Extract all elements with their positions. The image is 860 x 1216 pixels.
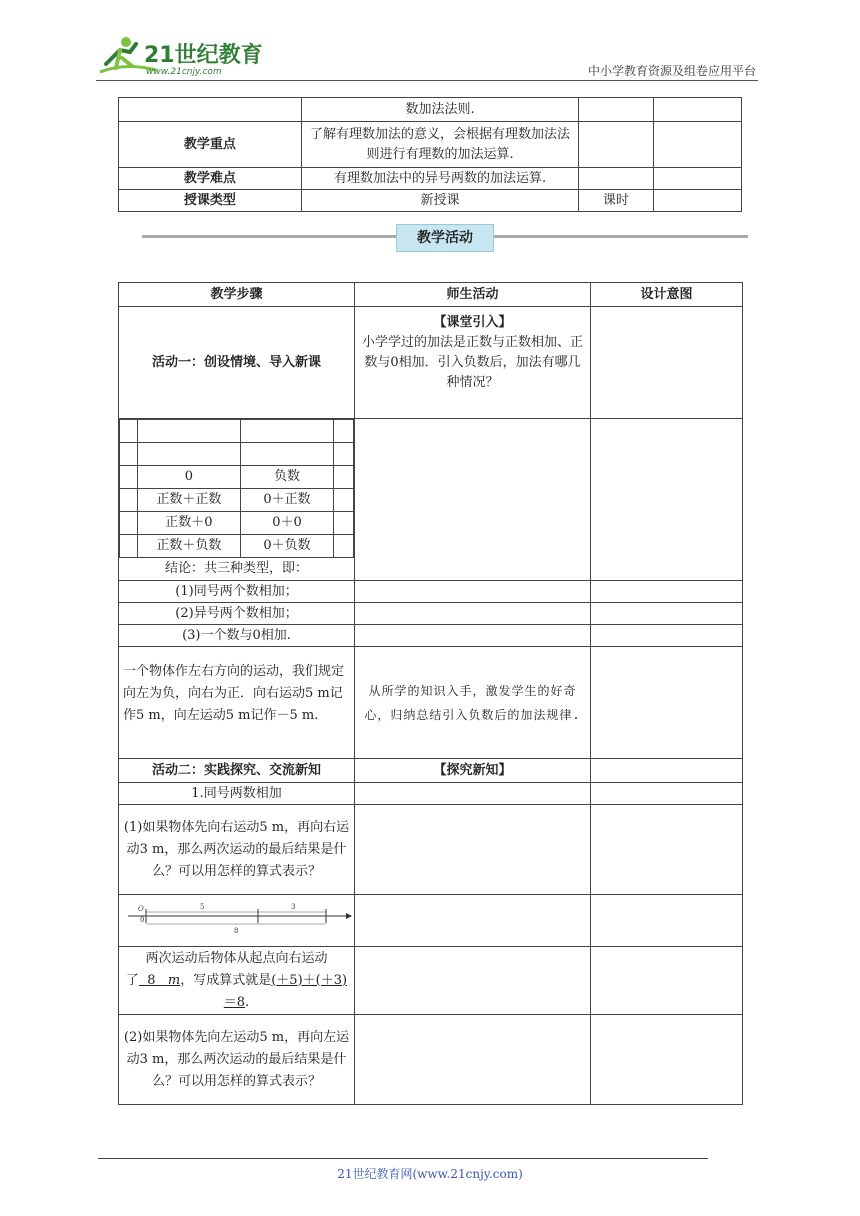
same-sign-title: 1.同号两数相加 [119, 783, 355, 805]
platform-title: 中小学教育资源及组卷应用平台 [587, 64, 756, 78]
logo-text: 21世纪教育 [144, 43, 263, 68]
type-same-sign: (1)同号两个数相加； [119, 581, 355, 603]
type-with-zero: (3)一个数与0相加. [119, 625, 355, 647]
difficulty-label: 教学难点 [119, 168, 302, 190]
numberline-cell [119, 895, 355, 947]
lesson-info-table [118, 97, 742, 212]
focus-label: 教学重点 [119, 122, 302, 168]
difficulty-text: 有理数加法中的异号两数的加法运算. [301, 168, 578, 190]
answer1-formula: (＋5)＋(＋3)＝8 [223, 972, 348, 1010]
section-banner: 教学活动 [396, 224, 494, 252]
type-opposite-sign: (2)异号两个数相加； [119, 603, 355, 625]
explore-head: 【探究新知】 [355, 759, 591, 783]
period-label: 课时 [579, 190, 653, 212]
case-cell: 正数＋正数 [137, 489, 240, 512]
intro-text: 小学学过的加法是正数与正数相加、正数与0相加．引入负数后，加法有哪几种情况？ [361, 334, 583, 390]
case-cell: 0＋0 [240, 512, 333, 535]
question1: (1)如果物体先向右运动5 m，再向右运动3 m，那么两次运动的最后结果是什么？可以用怎样的算式表示？ [119, 805, 355, 895]
case-cell: 正数＋负数 [137, 535, 240, 558]
type-label: 授课类型 [119, 190, 302, 212]
seg2-label: 3 [290, 903, 295, 911]
activity2-title: 活动二：实践探究、交流新知 [119, 759, 355, 783]
logo [96, 34, 266, 80]
header-divider [96, 80, 758, 81]
conclusion: 结论：共三种类型，即： [164, 561, 308, 576]
number-line [120, 895, 354, 939]
motion-text: 一个物体作左右方向的运动，我们规定向左为负，向右为正．向右运动5 m记作5 m，向左运动5 m记作－5 m. [119, 647, 355, 759]
case-cell: 0 [137, 466, 240, 489]
intro-cell [355, 307, 591, 419]
cases-table [119, 419, 354, 558]
type-value: 新授课 [301, 190, 578, 212]
header-intent: 设计意图 [591, 283, 743, 307]
origin-label: O [137, 905, 144, 913]
cell-empty [119, 98, 302, 122]
total-label: 8 [233, 927, 238, 935]
logo-url: www.21cnjy.com [146, 67, 222, 77]
activity1-title: 活动一：创设情境、导入新课 [119, 307, 355, 419]
question2: (2)如果物体先向左运动5 m，再向左运动3 m，那么两次运动的最后结果是什么？可以用怎样的算式表示？ [119, 1015, 355, 1105]
case-cell: 正数＋0 [137, 512, 240, 535]
objective-cont: 数加法法则. [301, 98, 578, 122]
header-activity: 师生活动 [355, 283, 591, 307]
footer-divider [98, 1158, 708, 1159]
zero-label: 0 [139, 916, 144, 924]
intro-head: 【课堂引入】 [433, 314, 512, 330]
cases-cell [119, 419, 355, 581]
focus-text: 了解有理数加法的意义，会根据有理数加法法则进行有理数的加法运算. [301, 122, 578, 168]
intent1: 从所学的知识入手，激发学生的好奇心，归纳总结引入负数后的加法规律. [355, 647, 591, 759]
footer-text[interactable]: 21世纪教育网(www.21cnjy.com) [337, 1167, 523, 1181]
case-cell: 负数 [240, 466, 333, 489]
case-cell: 0＋正数 [240, 489, 333, 512]
seg1-label: 5 [199, 903, 204, 911]
answer1-blank: 8 m [147, 972, 181, 988]
case-cell: 0＋负数 [240, 535, 333, 558]
activity-table [118, 282, 743, 1105]
header-step: 教学步骤 [119, 283, 355, 307]
answer1: 两次运动后物体从起点向右运动了 8 m，写成算式就是(＋5)＋(＋3)＝8. [119, 947, 355, 1015]
